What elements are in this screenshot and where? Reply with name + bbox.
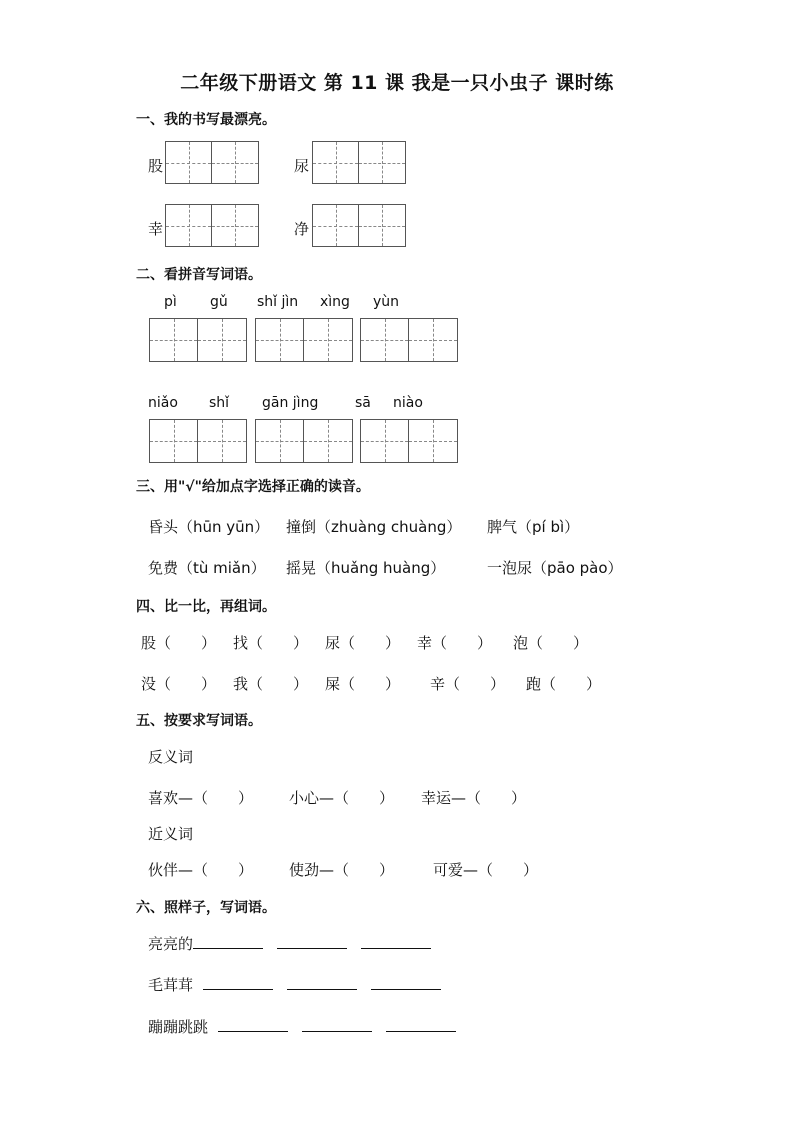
compare-item[interactable]: 跑（ ）	[526, 675, 602, 693]
char-label: 尿	[294, 157, 310, 175]
writing-grid[interactable]	[360, 419, 458, 463]
section-3-heading: 三、用"√"给加点字选择正确的读音。	[136, 479, 370, 495]
synonym-item[interactable]: 伙伴—（ ）	[148, 861, 254, 879]
synonym-item[interactable]: 可爱—（ ）	[433, 861, 539, 879]
antonym-item[interactable]: 喜欢—（ ）	[148, 789, 254, 807]
answer-blank[interactable]	[287, 975, 357, 990]
compare-item[interactable]: 泡（ ）	[513, 634, 589, 652]
answer-blank[interactable]	[218, 1017, 288, 1032]
section-2-heading: 二、看拼音写词语。	[136, 267, 262, 283]
answer-blank[interactable]	[193, 934, 263, 949]
pinyin-label: niǎo	[148, 395, 178, 411]
example-word: 蹦蹦跳跳	[148, 1018, 209, 1036]
compare-item[interactable]: 找（ ）	[233, 634, 309, 652]
pinyin-label: xìng	[320, 294, 350, 310]
antonym-item[interactable]: 幸运—（ ）	[421, 789, 527, 807]
section-6-heading: 六、照样子，写词语。	[136, 900, 276, 916]
char-label: 股	[148, 157, 164, 175]
writing-grid[interactable]	[165, 204, 259, 247]
page-title: 二年级下册语文 第 11 课 我是一只小虫子 课时练	[180, 72, 614, 94]
antonym-item[interactable]: 小心—（ ）	[289, 789, 395, 807]
synonym-label: 近义词	[148, 825, 194, 843]
section-5-heading: 五、按要求写词语。	[136, 713, 262, 729]
example-row	[148, 974, 455, 995]
compare-item[interactable]: 幸（ ）	[417, 634, 493, 652]
answer-blank[interactable]	[277, 934, 347, 949]
pinyin-label: niào	[393, 395, 423, 411]
writing-grid[interactable]	[312, 204, 406, 247]
compare-item[interactable]: 辛（ ）	[430, 675, 506, 693]
writing-grid[interactable]	[165, 141, 259, 184]
pinyin-label: shǐ	[209, 395, 230, 411]
answer-blank[interactable]	[386, 1017, 456, 1032]
compare-item[interactable]: 我（ ）	[233, 675, 309, 693]
antonym-label: 反义词	[148, 748, 194, 766]
section-4-heading: 四、比一比，再组词。	[136, 599, 276, 615]
answer-blank[interactable]	[203, 975, 273, 990]
writing-grid[interactable]	[149, 419, 247, 463]
reading-choice-item[interactable]: 摇晃（huǎng huàng）	[286, 559, 446, 577]
example-word: 亮亮的	[148, 935, 194, 953]
example-row	[148, 933, 445, 954]
answer-blank[interactable]	[371, 975, 441, 990]
pinyin-label: pì	[164, 294, 177, 310]
reading-choice-item[interactable]: 免费（tù miǎn）	[148, 559, 266, 577]
reading-choice-item[interactable]: 一泡尿（pāo pào）	[487, 559, 623, 577]
pinyin-label: gān jìng	[262, 395, 319, 411]
example-word: 毛茸茸	[148, 976, 194, 994]
synonym-item[interactable]: 使劲—（ ）	[289, 861, 395, 879]
pinyin-label: shǐ jìn	[257, 294, 299, 310]
writing-grid[interactable]	[149, 318, 247, 362]
reading-choice-item[interactable]: 撞倒（zhuàng chuàng）	[286, 518, 462, 536]
pinyin-label: sā	[355, 395, 371, 411]
answer-blank[interactable]	[302, 1017, 372, 1032]
pinyin-label: yùn	[373, 294, 400, 310]
writing-grid[interactable]	[312, 141, 406, 184]
writing-grid[interactable]	[360, 318, 458, 362]
answer-blank[interactable]	[361, 934, 431, 949]
writing-grid[interactable]	[255, 318, 353, 362]
compare-item[interactable]: 尿（ ）	[325, 634, 401, 652]
example-row	[148, 1016, 470, 1037]
compare-item[interactable]: 股（ ）	[141, 634, 217, 652]
section-1-heading: 一、我的书写最漂亮。	[136, 112, 276, 128]
reading-choice-item[interactable]: 昏头（hūn yūn）	[148, 518, 270, 536]
char-label: 净	[294, 220, 310, 238]
char-label: 幸	[148, 220, 164, 238]
compare-item[interactable]: 屎（ ）	[325, 675, 401, 693]
writing-grid[interactable]	[255, 419, 353, 463]
reading-choice-item[interactable]: 脾气（pí bì）	[487, 518, 580, 536]
pinyin-label: gǔ	[210, 294, 228, 310]
compare-item[interactable]: 没（ ）	[141, 675, 217, 693]
